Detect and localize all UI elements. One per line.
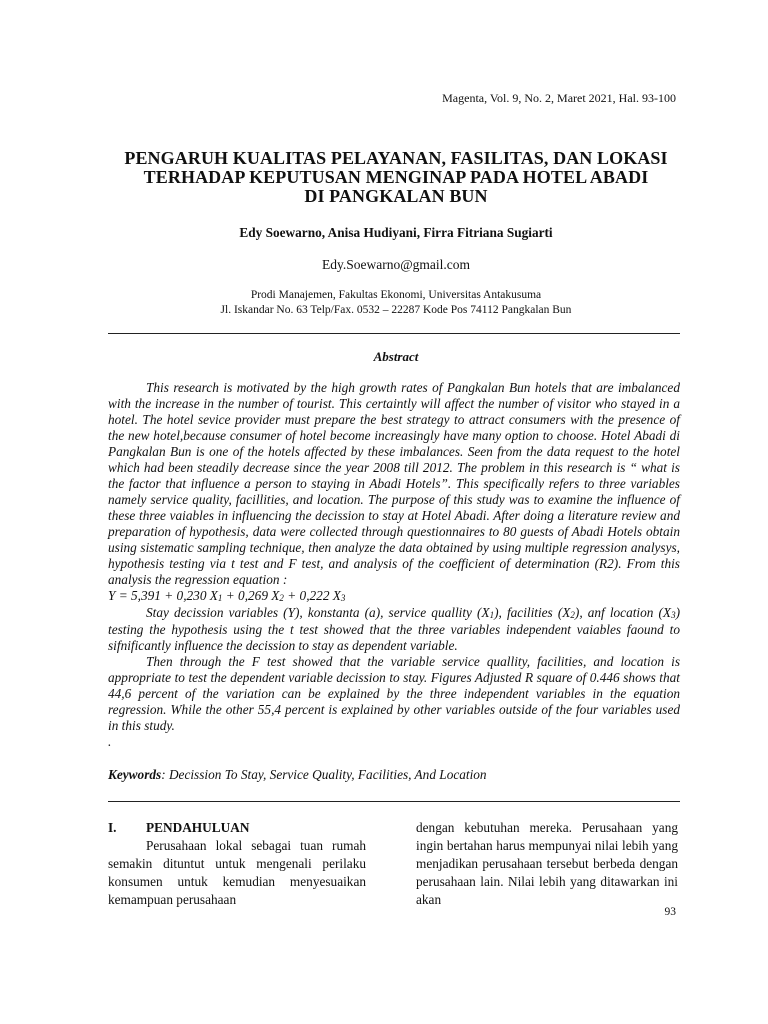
page-number: 93: [664, 906, 676, 918]
keywords-label: Keywords: [108, 767, 162, 782]
abstract-paragraph: Then through the F test showed that the variable service quallity, facilities, and location is appropriate to test the dependent variable decission to stay. Figures Adjusted R square of 0.446 shows that 44,6 percent of the variation can be explained by the three independent variables in the equation regression. While the other 55,4 percent is explained by other variables outside of the four variables used in this study.: [108, 654, 680, 733]
abstract-heading: Abstract: [373, 349, 419, 364]
body-paragraph: Perusahaan lokal sebagai tuan rumah semakin dituntut untuk mengenali perilaku konsumen untuk kemudian menyesuaikan kemampuan perusahaan: [108, 838, 366, 907]
affiliation: [100, 288, 692, 318]
abstract-body: [108, 380, 680, 750]
bottom-divider: [108, 801, 680, 802]
keywords-list: : Decission To Stay, Service Quality, Facilities, And Location: [161, 767, 487, 782]
paper-title: [100, 149, 692, 206]
affiliation-line: Jl. Iskandar No. 63 Telp/Fax. 0532 – 22287 Kode Pos 74112 Pangkalan Bun: [220, 304, 572, 316]
title-line: TERHADAP KEPUTUSAN MENGINAP PADA HOTEL ABADI: [143, 167, 649, 187]
title-line: PENGARUH KUALITAS PELAYANAN, FASILITAS, DAN LOKASI: [124, 148, 668, 168]
running-head: Magenta, Vol. 9, No. 2, Maret 2021, Hal. 93-100: [442, 91, 676, 105]
top-divider: [108, 333, 680, 334]
left-column: [108, 819, 366, 909]
abstract-paragraph: Stay decission variables (Y), konstanta (a), service quallity $(X_1)$, facilities $(X_2)$, anf location $(X_3)$ testing the hypothesis using the t test showed that the three variables independent vaiables faound to sifnificantly influence the decission to stay as dependent variable.: [108, 605, 680, 653]
regression-equation: Y = 5,391 + 0,230 $X_1 + 0,269$ $X_2 + 0,222$ $X_3$: [108, 588, 346, 603]
abstract-paragraph: This research is motivated by the high growth rates of Pangkalan Bun hotels that are imbalanced with the increase in the number of tourist. This certaintly will affect the number of visitor who stayed in a hotel. The hotel sevice provider must prepare the best strategy to attract consumers with the presence of the new hotel,because consumer of hotel become increasingly have many option to choose. Hotel Abadi di Pangkalan Bun is one of the hotels affected by these imbalances. Seen from the data request to the hotel which had been steadily decrease since the year 2008 till 2012. The problem in this research is “ what is the factor that influence a person to staying in Abadi Hotels”. This specifically refers to three variables namely service quality, facillities, and location. The purpose of this study was to examine the influence of these three vaiables in influencing the decission to stay at Hotel Abadi. After doing a literature review and preparation of hypothesis, data were collected through questionnaires to 80 guests of Abadi Hotels obtain using sistematic sampling technique, then analyze the data obtained by using multiple regression analysys, hypothesis testing via t test and F test, and analysis of the coefficient of determination (R2). From this analysis the regression equation :: [108, 380, 680, 587]
trailing-dot: .: [108, 734, 112, 749]
affiliation-line: Prodi Manajemen, Fakultas Ekonomi, Universitas Antakusuma: [250, 289, 542, 301]
section-heading: [108, 819, 366, 837]
body-paragraph: dengan kebutuhan mereka. Perusahaan yang ingin bertahan harus mempunyai nilai lebih yang menjadikan perusahaan tersebut berbeda dengan perusahaan lain. Nilai lebih yang ditawarkan ini akan: [416, 820, 678, 907]
author-list: Edy Soewarno, Anisa Hudiyani, Firra Fitriana Sugiarti: [239, 225, 553, 240]
author-email: Edy.Soewarno@gmail.com: [321, 257, 471, 272]
right-column: [416, 819, 678, 909]
keywords: [108, 767, 680, 783]
section-title: PENDAHULUAN: [146, 820, 250, 835]
section-number: I.: [108, 820, 117, 835]
title-line: DI PANGKALAN BUN: [304, 186, 488, 206]
